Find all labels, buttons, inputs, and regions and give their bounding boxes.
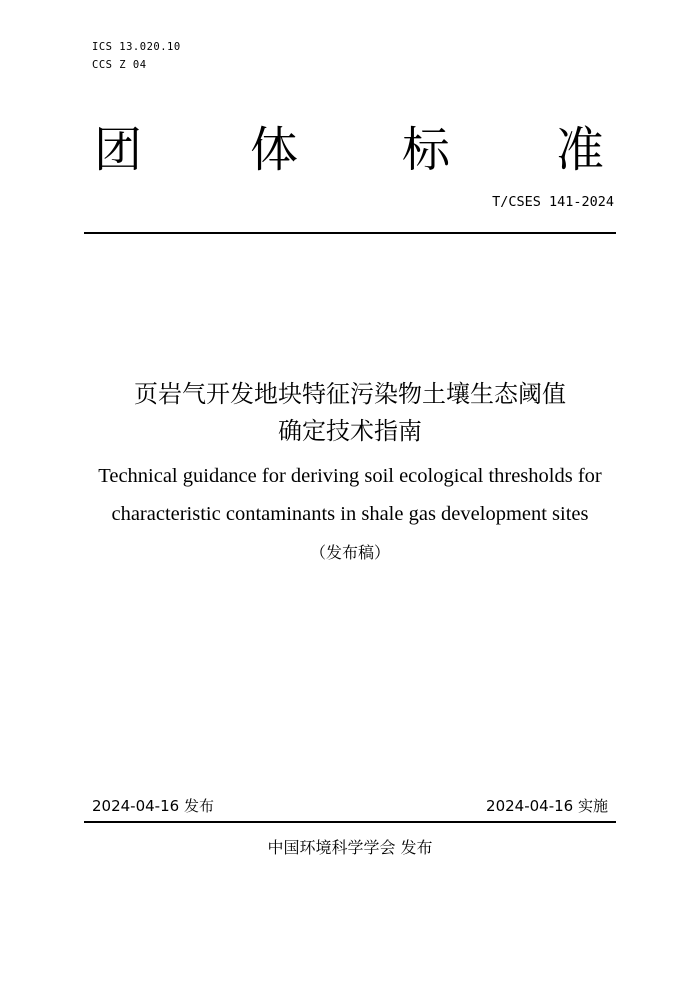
ics-code: ICS 13.020.10 <box>92 41 181 53</box>
standard-code: T/CSES 141-2024 <box>492 194 614 210</box>
draft-status: （发布稿） <box>309 543 390 562</box>
standard-type-char-1: 团 <box>94 122 143 178</box>
issue-date: 2024-04-16 发布 <box>92 797 214 815</box>
title-chinese-line-2: 确定技术指南 <box>278 417 422 445</box>
standard-type-char-2: 体 <box>250 122 299 178</box>
title-chinese-line-1: 页岩气开发地块特征污染物土壤生态阈值 <box>134 380 566 408</box>
publisher: 中国环境科学学会 发布 <box>267 838 433 857</box>
implementation-date: 2024-04-16 实施 <box>486 797 608 815</box>
top-divider <box>84 232 616 234</box>
bottom-divider <box>84 821 616 823</box>
standard-type-char-4: 准 <box>556 122 605 178</box>
title-english-line-1: Technical guidance for deriving soil ecological thresholds for <box>98 465 602 487</box>
title-english-line-2: characteristic contaminants in shale gas development sites <box>111 503 589 525</box>
standard-type-char-3: 标 <box>402 122 451 178</box>
ccs-code: CCS Z 04 <box>92 59 147 71</box>
